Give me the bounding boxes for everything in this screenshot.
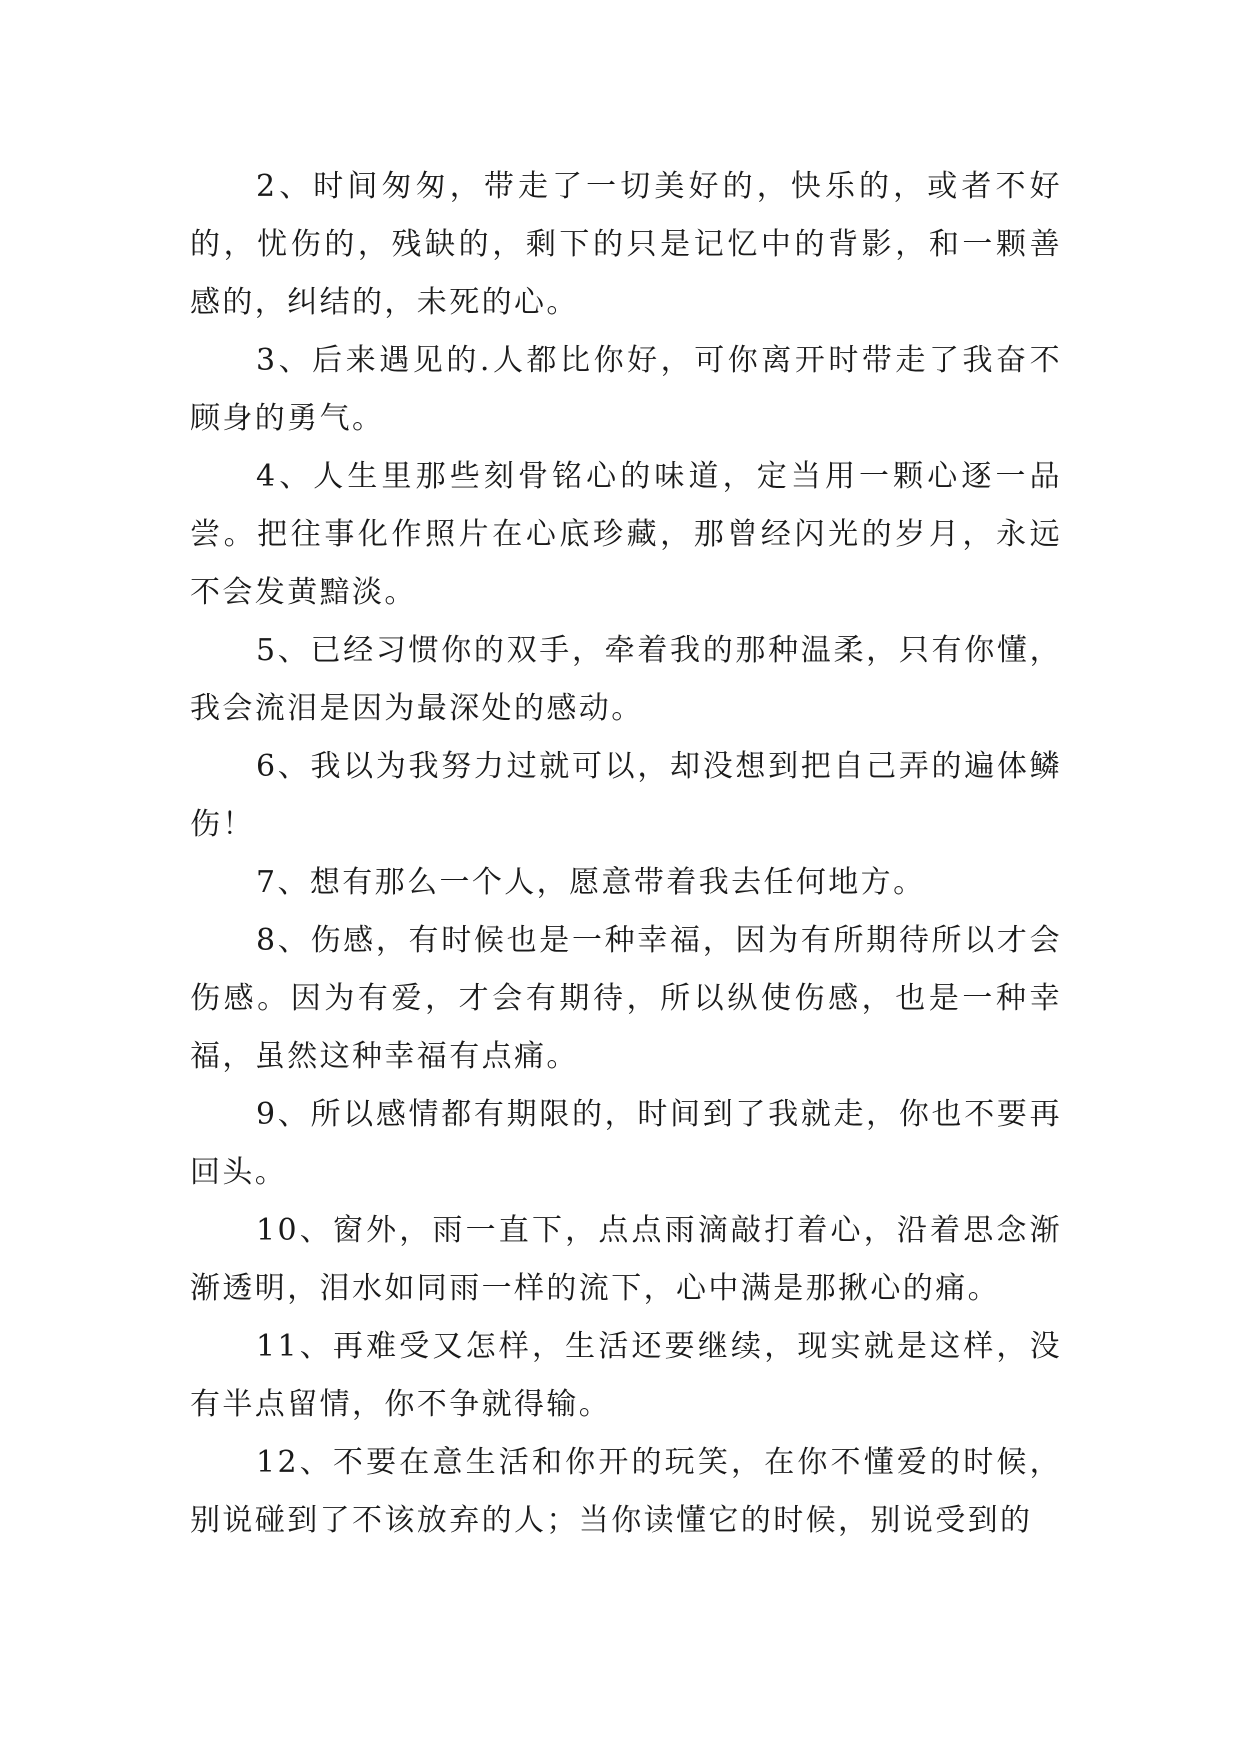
paragraph-6: 6、我以为我努力过就可以，却没想到把自己弄的遍体鳞伤！ [190, 749, 1062, 842]
paragraph-4: 4、人生里那些刻骨铭心的味道，定当用一颗心逐一品尝。把往事化作照片在心底珍藏，那曾经闪光的岁月，永远不会发黄黯淡。 [190, 459, 1062, 610]
paragraph-7: 7、想有那么一个人，愿意带着我去任何地方。 [256, 865, 926, 900]
paragraph-2: 2、时间匆匆，带走了一切美好的，快乐的，或者不好的，忧伤的，残缺的，剩下的只是记忆中的背影，和一颗善感的，纠结的，未死的心。 [190, 169, 1062, 320]
paragraph-9: 9、所以感情都有期限的，时间到了我就走，你也不要再回头。 [190, 1097, 1062, 1190]
paragraph-3: 3、后来遇见的.人都比你好，可你离开时带走了我奋不顾身的勇气。 [190, 343, 1062, 436]
paragraph-8: 8、伤感，有时候也是一种幸福，因为有所期待所以才会伤感。因为有爱，才会有期待，所以纵使伤感，也是一种幸福，虽然这种幸福有点痛。 [190, 923, 1062, 1074]
paragraph-12: 12、不要在意生活和你开的玩笑，在你不懂爱的时候，别说碰到了不该放弃的人；当你读懂它的时候，别说受到的 [190, 1445, 1062, 1538]
paragraph-5: 5、已经习惯你的双手，牵着我的那种温柔，只有你懂，我会流泪是因为最深处的感动。 [190, 633, 1062, 726]
paragraph-11: 11、再难受又怎样，生活还要继续，现实就是这样，没有半点留情，你不争就得输。 [190, 1329, 1062, 1422]
document-body [190, 158, 1062, 1550]
paragraph-10: 10、窗外，雨一直下，点点雨滴敲打着心，沿着思念渐渐透明，泪水如同雨一样的流下，心中满是那揪心的痛。 [190, 1213, 1062, 1306]
